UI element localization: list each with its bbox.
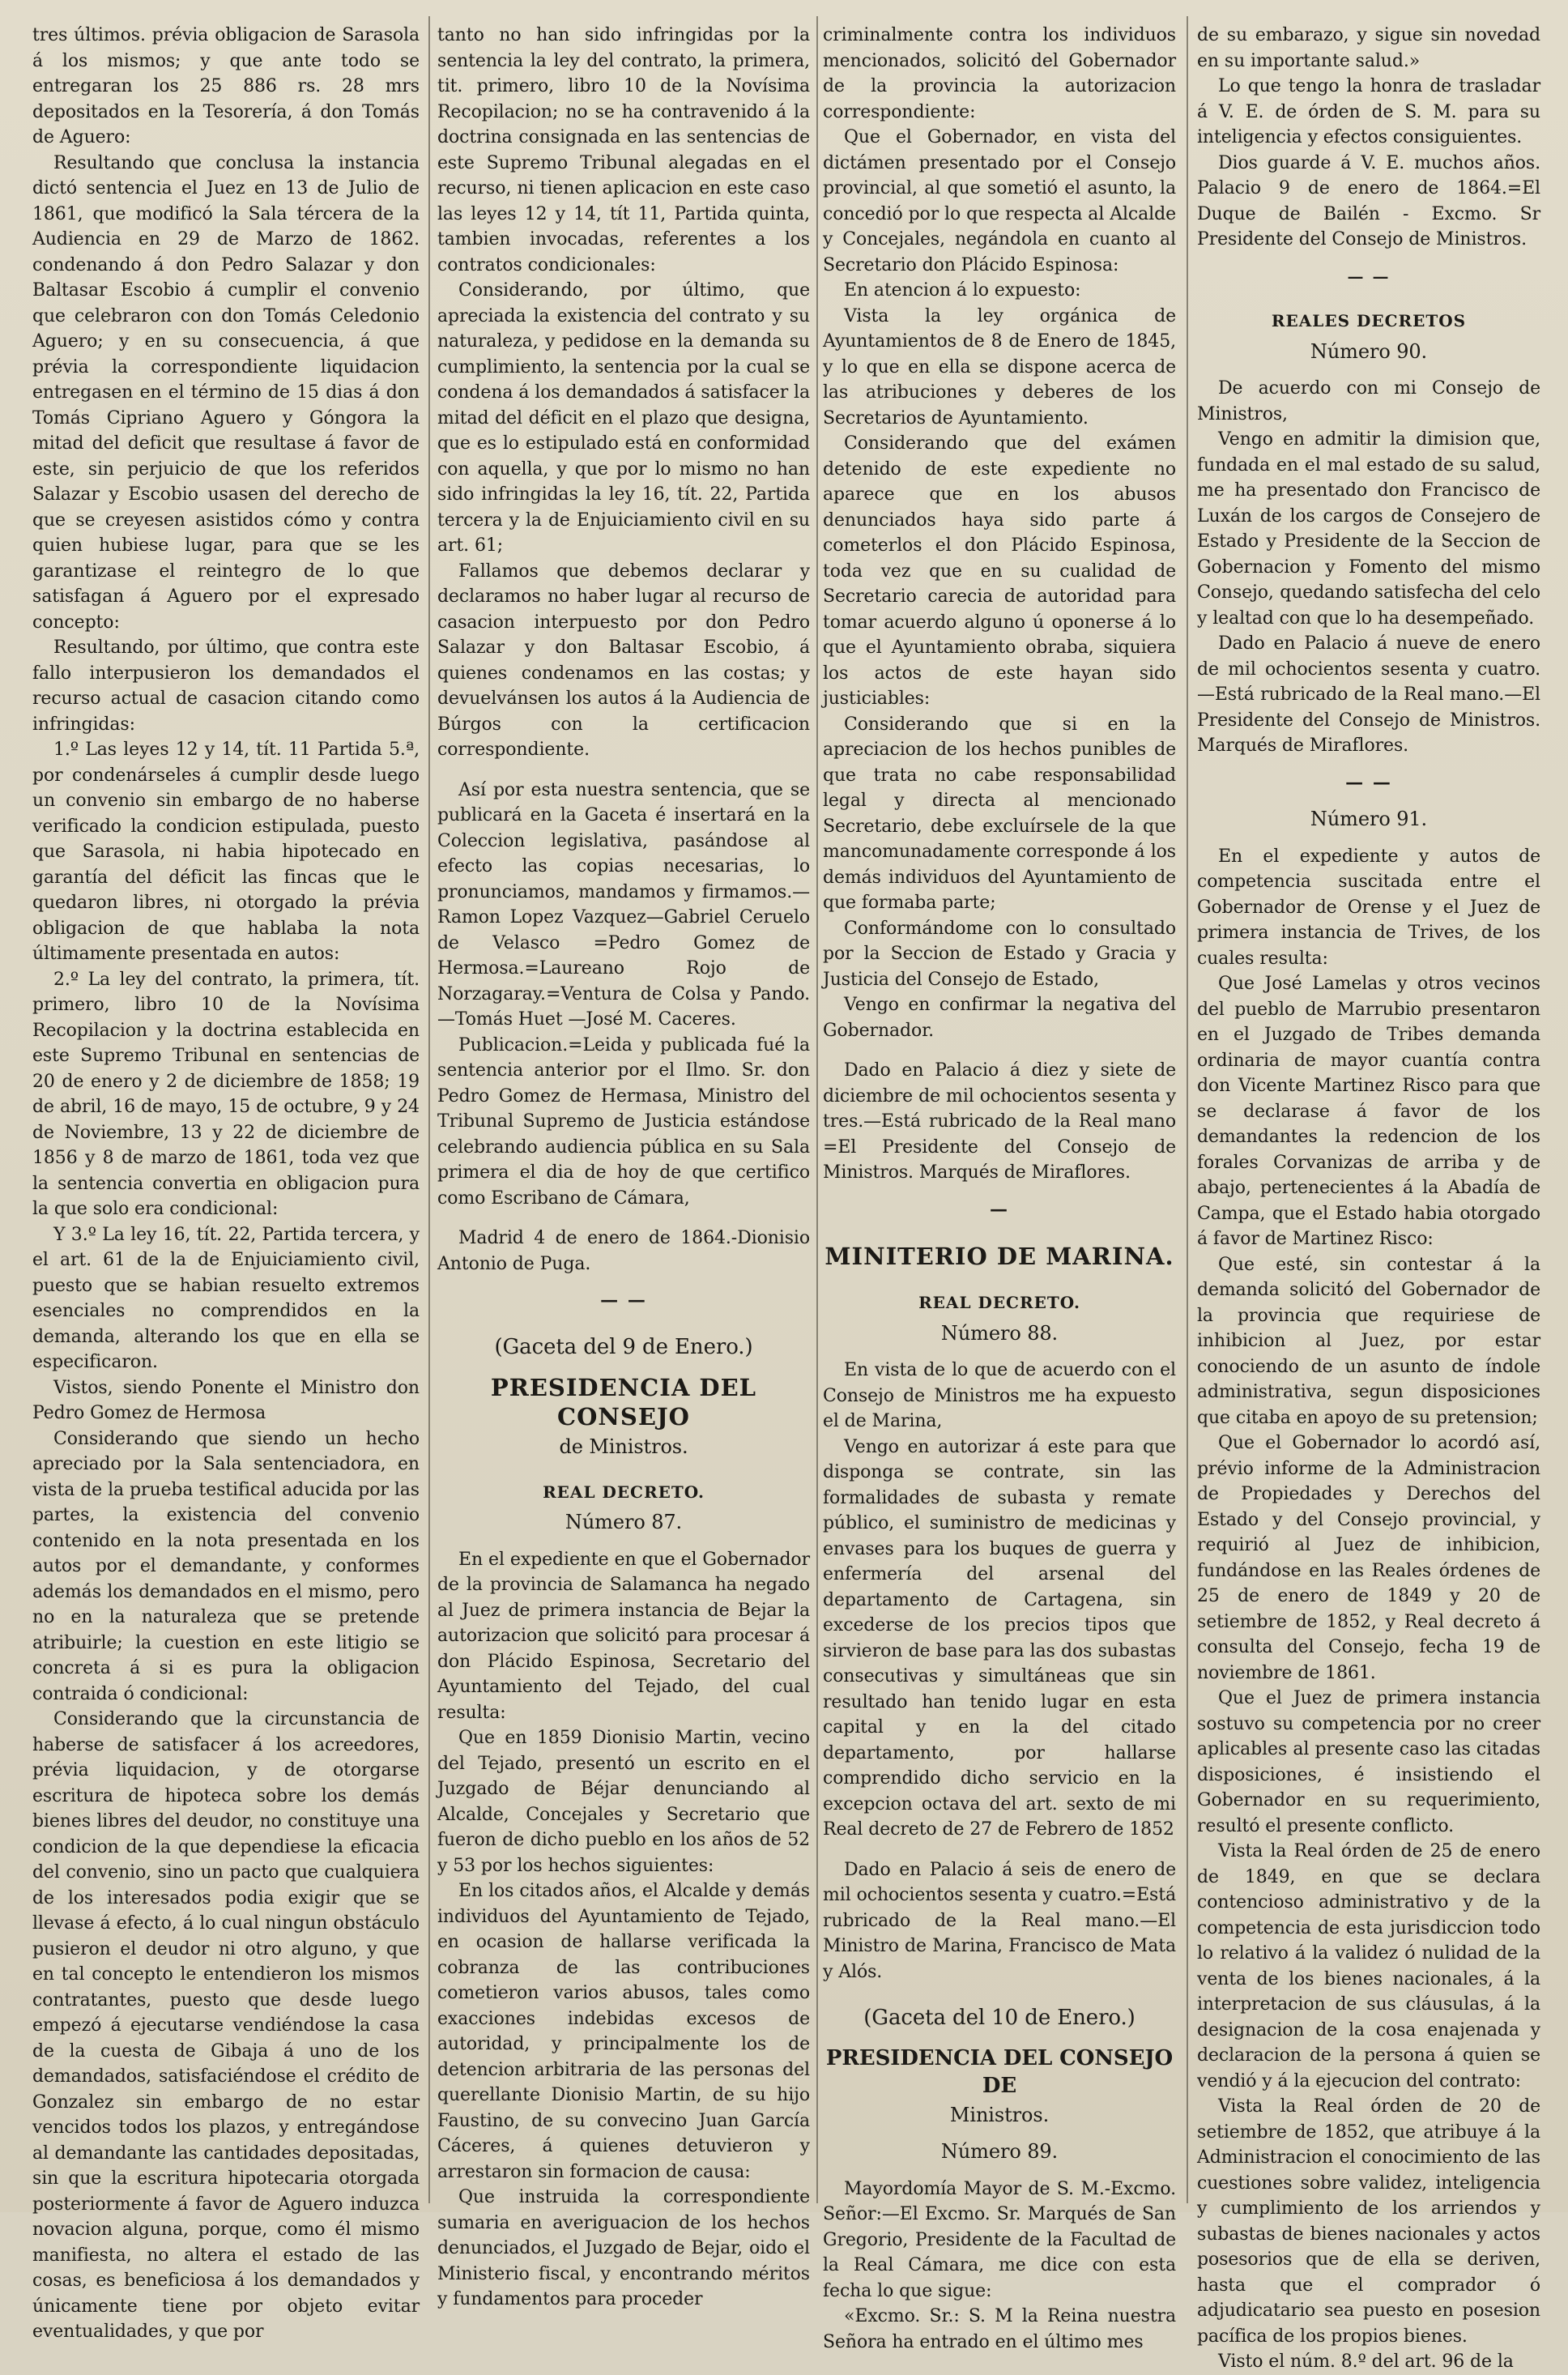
paragraph: tres últimos. prévia obligacion de Sarasola á los mismos; y que ante todo se entregaran los 25 886 rs. 28 mrs depositados en la Tesorería, á don Tomás de Aguero:	[32, 25, 420, 147]
separator: — —	[600, 1290, 647, 1311]
paragraph: Y 3.º La ley 16, tít. 22, Partida tercera, y el art. 61 de la de Enjuiciamiento civil, puesto que se habian resuelto extremos esenciales no comprendidos en la demanda, alterando los que en ella se especificaron.	[32, 1224, 420, 1372]
paragraph: Vengo en confirmar la negativa del Gobernador.	[823, 995, 1176, 1041]
paragraph: 2.º La ley del contrato, la primera, tít. primero, libro 10 de la Novísima Recopilacion y la doctrina establecida en este Supremo Tribunal en sentencias de 20 de enero y 2 de diciembre de 1858; 19 de abril, 16 de mayo, 15 de octubre, 9 y 24 de Noviembre, 13 y 22 de diciembre de 1856 y 8 de marzo de 1861, toda vez que la sentencia convertia en obligacion pura la que solo era condicional:	[32, 969, 420, 1219]
separator: — —	[1347, 266, 1391, 286]
paragraph: «Excmo. Sr.: S. M la Reina nuestra Señora ha entrado en el último mes	[823, 2306, 1176, 2352]
section-heading: PRESIDENCIA DEL CONSEJO DE	[825, 2045, 1174, 2098]
section-subheading: de Ministros.	[559, 1435, 688, 1458]
gaceta-heading: (Gaceta del 10 de Enero.)	[863, 2006, 1136, 2030]
decree-number: Número 87.	[565, 1511, 683, 1533]
paragraph: Vista la Real órden de 20 de setiembre de 1852, que atribuye á la Administracion el conocimiento de las cuestiones sobre validez, inteligencia y cumplimiento de los arriendos y subastas de bienes nacionales y actos posesorios que de ella se deriven, hasta que el comprador ó adjudicatario sea puesto en posesion pacífica de los propios bienes.	[1197, 2096, 1540, 2347]
paragraph: de su embarazo, y sigue sin novedad en su importante salud.»	[1197, 25, 1540, 71]
column-rule	[1187, 16, 1188, 2203]
paragraph: De acuerdo con mi Consejo de Ministros,	[1197, 378, 1540, 424]
paragraph: tanto no han sido infringidas por la sentencia la ley del contrato, la primera, tit. primero, libro 10 de la Novísima Recopilacion; no se ha contravenido á la doctrina consignada en las sentencias de este Supremo Tribunal alegadas en el recurso, ni tienen aplicacion en este caso las leyes 12 y 14, tít 11, Partida quinta, tambien invocadas, referentes a los contratos condicionales:	[437, 25, 810, 275]
paragraph: Que en 1859 Dionisio Martin, vecino del Tejado, presentó un escrito en el Juzgado de Béjar denunciando al Alcalde, Concejales y Secretario que fueron de dicho pueblo en los años de 52 y 53 por los hechos siguientes:	[437, 1728, 810, 1876]
column-3	[823, 23, 1176, 2352]
paragraph: En atencion á lo expuesto:	[844, 280, 1081, 301]
paragraph: Vistos, siendo Ponente el Ministro don Pedro Gomez de Hermosa	[32, 1377, 420, 1423]
paragraph: Que el Gobernador, en vista del dictámen presentado por el Consejo provincial, al que sometió el asunto, la concedió por lo que respecta al Alcalde y Concejales, negándola en cuanto al Secretario don Plácido Espinosa:	[823, 127, 1176, 275]
decree-number: Número 91.	[1310, 808, 1428, 830]
paragraph: Dado en Palacio á nueve de enero de mil ochocientos sesenta y cuatro.—Está rubricado de la Real mano.—El Presidente del Consejo de Ministros. Marqués de Miraflores.	[1197, 633, 1540, 756]
column-rule	[428, 16, 430, 2203]
separator: —	[990, 1198, 1009, 1220]
paragraph: Considerando que del exámen detenido de este expediente no aparece que en los abusos denunciados haya sido parte á cometerlos el don Plácido Espinosa, toda vez que en su cualidad de Secretario carecia de autoridad para tomar acuerdo alguno ú oponerse á lo que el Ayuntamiento obraba, siquiera los actos de este hayan sido justiciables:	[823, 433, 1176, 709]
column-2	[437, 23, 810, 2309]
paragraph: Que el Juez de primera instancia sostuvo su competencia por no creer aplicables al presente caso las citadas disposiciones, é insistiendo el Gobernador en su requerimiento, resultó el presente conflicto.	[1197, 1688, 1540, 1836]
paragraph: Publicacion.=Leida y publicada fué la sentencia anterior por el Ilmo. Sr. don Pedro Gomez de Hermasa, Ministro del Tribunal Supremo de Justicia estándose celebrando audiencia pública en su Sala primera el dia de hoy de que certifico como Escribano de Cámara,	[437, 1034, 810, 1209]
paragraph: Fallamos que debemos declarar y declaramos no haber lugar al recurso de casacion interpuesto por don Pedro Salazar y don Baltasar Escobio, á quienes condenamos en las costas; y devuelvánsen los autos á la Audiencia de Búrgos con la certificacion correspondiente.	[437, 561, 810, 760]
paragraph: En vista de lo que de acuerdo con el Consejo de Ministros me ha expuesto el de Marina,	[823, 1360, 1176, 1431]
paragraph: Considerando que la circunstancia de haberse de satisfacer á los acreedores, prévia liquidacion, y de otorgarse escritura de hipoteca sobre los demás bienes libres del deudor, no constituye una condicion de la que dependiese la eficacia del convenio, sino un pacto que cualquiera de los interesados podia exigir que se llevase á efecto, á lo cual ningun obstáculo pusieron el deudor ni otro alguno, y que en tal concepto le entendieron los mismos contratantes, puesto que desde luego empezó á ejecutarse vendiéndose la casa de la cuesta de Gibaja á uno de los demandados, satisfaciéndose el crédito de Gonzalez sin embargo de no estar vencidos todos los plazos, y entregándose al demandante las cantidades depositadas, sin que la escritura hipotecaria otorgada posteriormente á favor de Aguero induzca novacion alguna, porque, como él mismo manifiesta, no altera el estado de las cosas, es beneficiosa á los demandados y únicamente tiene por objeto evitar eventualidades, y que por	[32, 1709, 420, 2342]
paragraph: Así por esta nuestra sentencia, que se publicará en la Gaceta é insertará en la Coleccion legislativa, pasándose al efecto las copias necesarias, lo pronunciamos, mandamos y firmamos.—Ramon Lopez Vazquez—Gabriel Ceruelo de Velasco =Pedro Gomez de Hermosa.=Laureano Rojo de Norzagaray.=Ventura de Colsa y Pando.—Tomás Huet —José M. Caceres.	[437, 779, 810, 1030]
paragraph: Conformándome con lo consultado por la Seccion de Estado y Gracia y Justicia del Consejo de Estado,	[823, 918, 1176, 990]
paragraph: Dios guarde á V. E. muchos años. Palacio 9 de enero de 1864.=El Duque de Bailén - Excmo. Sr Presidente del Consejo de Ministros.	[1197, 152, 1540, 249]
paragraph: Resultando que conclusa la instancia dictó sentencia el Juez en 13 de Julio de 1861, que modificó la Sala tércera de la Audiencia en 29 de Marzo de 1862. condenando á don Pedro Salazar y don Baltasar Escobio á cumplir el convenio que celebraron con don Tomás Celedonio Aguero; y en su consecuencia, á que prévia la correspondiente liquidacion entregasen en el término de 15 dias á don Tomás Cipriano Aguero y Góngora la mitad del deficit que resultase á favor de este, sin perjuicio de que los referidos Salazar y Escobio usasen del derecho de que se creyesen asistidos cómo y contra quien hubiese lugar, para que se les garantizase el reintegro de lo que satisfagan á Aguero por el expresado concepto:	[32, 152, 420, 633]
section-heading: REALES DECRETOS	[1271, 311, 1467, 330]
paragraph: Que José Lamelas y otros vecinos del pueblo de Marrubio presentaron en el Juzgado de Tribes demanda ordinaria de mayor cuantía contra don Vicente Martinez Risco para que se declarase á favor de los demandantes la redencion de los forales Corvanizas de arriba y de abajo, pertenecientes á la Abadía de Campa, que el Estado habia otorgado á favor de Martinez Risco:	[1197, 974, 1540, 1249]
paragraph: 1.º Las leyes 12 y 14, tít. 11 Partida 5.ª, por condenárseles á cumplir desde luego un convenio sin embargo de no haberse verificado la condicion estipulada, puesto que Sarasola, ni habia hipotecado en garantía del déficit las fincas que le quedaron libres, ni otorgado la prévia obligacion de que hablaba la nota últimamente presentada en autos:	[32, 740, 420, 964]
decree-number: Número 88.	[940, 1321, 1059, 1345]
dateline: Madrid 4 de enero de 1864.-Dionisio Antonio de Puga.	[437, 1228, 810, 1274]
separator: — —	[1345, 771, 1392, 793]
column-rule	[816, 16, 818, 2203]
paragraph: Considerando que siendo un hecho apreciado por la Sala sentenciadora, en vista de la prueba testifical aducida por las partes, la existencia del convenio contenido en la nota presentada en los autos por el demandante, y conformes además los demandados en el mismo, pero no en la naturaleza que se pretende atribuirle; la cuestion en este litigio se concreta á si es pura la obligacion contraida ó condicional:	[32, 1428, 420, 1704]
paragraph: Que esté, sin contestar á la demanda solicitó del Gobernador de la provincia que requiriese de inhibicion al Juez, por estar conociendo de un asunto de índole administrativa, segun disposiciones que citaba en apoyo de su pretension;	[1197, 1254, 1540, 1428]
section-heading: PRESIDENCIA DEL CONSEJO	[490, 1374, 757, 1431]
decree-number: Número 89.	[940, 2140, 1059, 2163]
paragraph: criminalmente contra los individuos mencionados, solicitó del Gobernador de la provincia la autorizacion correspondiente:	[823, 25, 1176, 122]
paragraph: En el expediente en que el Gobernador de la provincia de Salamanca ha negado al Juez de primera instancia de Bejar la autorizacion que solicitó para procesar á don Plácido Espinosa, Secretario del Ayuntamiento del Tejado, del cual resulta:	[437, 1549, 810, 1723]
section-heading: MINITERIO DE MARINA.	[824, 1243, 1174, 1270]
paragraph: Visto el núm. 8.º del art. 96 de la	[1218, 2352, 1514, 2372]
paragraph: Dado en Palacio á seis de enero de mil ochocientos sesenta y cuatro.=Está rubricado de la Real mano.—El Ministro de Marina, Francisco de Mata y Alós.	[823, 1859, 1176, 1982]
section-subheading: Ministros.	[949, 2103, 1050, 2126]
decree-heading: REAL DECRETO.	[543, 1482, 705, 1502]
paragraph: Mayordomía Mayor de S. M.-Excmo. Señor:—El Excmo. Sr. Marqués de San Gregorio, Presidente de la Facultad de la Real Cámara, me dice con esta fecha lo que sigue:	[823, 2178, 1176, 2301]
gaceta-heading: (Gaceta del 9 de Enero.)	[494, 1334, 753, 1359]
paragraph: En los citados años, el Alcalde y demás individuos del Ayuntamiento de Tejado, en ocasion de hallarse verificada la cobranza de las contribuciones cometieron varios abusos, tales como exacciones indebidas excesos de autoridad, y principalmente los de detencion arbitraria de las personas del querellante Dionisio Martin, de su hijo Faustino, de su convecino Juan García Cáceres, á quienes detuvieron y arrestaron sin formacion de causa:	[437, 1881, 810, 2182]
paragraph: Que el Gobernador lo acordó así, prévio informe de la Administracion de Propiedades y Derechos del Estado y del Consejo provincial, y requirió al Juez de inhibicion, fundándose en las Reales órdenes de 25 de enero de 1849 y 20 de setiembre de 1852, y Real decreto á consulta del Consejo, fecha 19 de noviembre de 1861.	[1197, 1433, 1540, 1683]
decree-heading: REAL DECRETO.	[918, 1293, 1080, 1312]
column-1	[32, 23, 420, 2342]
paragraph: Vengo en autorizar á este para que disponga se contrate, sin las formalidades de subasta y remate público, el suministro de medicinas y envases para los buques de guerra y enfermería del arsenal del departamento de Cartagena, sin excederse de los precios tipos que sirvieron de base para las dos subastas consecutivas y simultáneas que sin resultado han tenido lugar en esta capital y en la del citado departamento, por hallarse comprendido dicho servicio en la excepcion octava del art. sexto de mi Real decreto de 27 de Febrero de 1852	[823, 1436, 1176, 1840]
paragraph: Lo que tengo la honra de trasladar á V. E. de órden de S. M. para su inteligencia y efectos consiguientes.	[1197, 76, 1540, 147]
paragraph: Considerando, por último, que apreciada la existencia del contrato y su naturaleza, y pedidose en la demanda su cumplimiento, la sentencia por la cual se condena á los demandados á satisfacer la mitad del déficit en el plazo que designa, que es lo estipulado está en conformidad con aquella, y que por lo mismo no han sido infringidas la ley 16, tít. 22, Partida tercera y la de Enjuiciamiento civil en su art. 61;	[437, 280, 810, 556]
paragraph: Considerando que si en la apreciacion de los hechos punibles de que trata no cabe responsabilidad legal y directa al mencionado Secretario, debe excluírsele de la que mancomunadamente corresponde á los demás individuos del Ayuntamiento de que formaba parte;	[823, 714, 1176, 913]
paragraph: Resultando, por último, que contra este fallo interpusieron los demandados el recurso actual de casacion citando como infringidas:	[32, 637, 420, 735]
paragraph: Dado en Palacio á diez y siete de diciembre de mil ochocientos sesenta y tres.—Está rubricado de la Real mano =El Presidente del Consejo de Ministros. Marqués de Miraflores.	[823, 1060, 1176, 1183]
decree-number: Número 90.	[1310, 339, 1428, 363]
paragraph: En el expediente y autos de competencia suscitada entre el Gobernador de Orense y el Juez de primera instancia de Trives, de los cuales resulta:	[1197, 846, 1540, 969]
paragraph: Vista la ley orgánica de Ayuntamientos de 8 de Enero de 1845, y lo que en ella se dispone acerca de las atribuciones y deberes de los Secretarios de Ayuntamiento.	[823, 305, 1176, 429]
column-4	[1197, 23, 1540, 2372]
paragraph: Vengo en admitir la dimision que, fundada en el mal estado de su salud, me ha presentado don Francisco de Luxán de los cargos de Consejero de Estado y Presidente de la Seccion de Gobernacion y Fomento del mismo Consejo, quedando satisfecha del celo y lealtad con que lo ha desempeñado.	[1197, 429, 1540, 629]
paragraph: Vista la Real órden de 25 de enero de 1849, en que se declara contencioso administrativo y de la competencia de esta jurisdiccion todo lo relativo á la validez ó nulidad de la venta de los bienes nacionales, á la interpretacion de sus cláusulas, á la designacion de la cosa enajenada y declaracion de la persona á quien se vendió y á la ejecucion del contrato:	[1197, 1841, 1540, 2091]
paragraph: Que instruida la correspondiente sumaria en averiguacion de los hechos denunciados, el Juzgado de Bejar, oido el Ministerio fiscal, y encontrando méritos y fundamentos para proceder	[437, 2187, 810, 2309]
